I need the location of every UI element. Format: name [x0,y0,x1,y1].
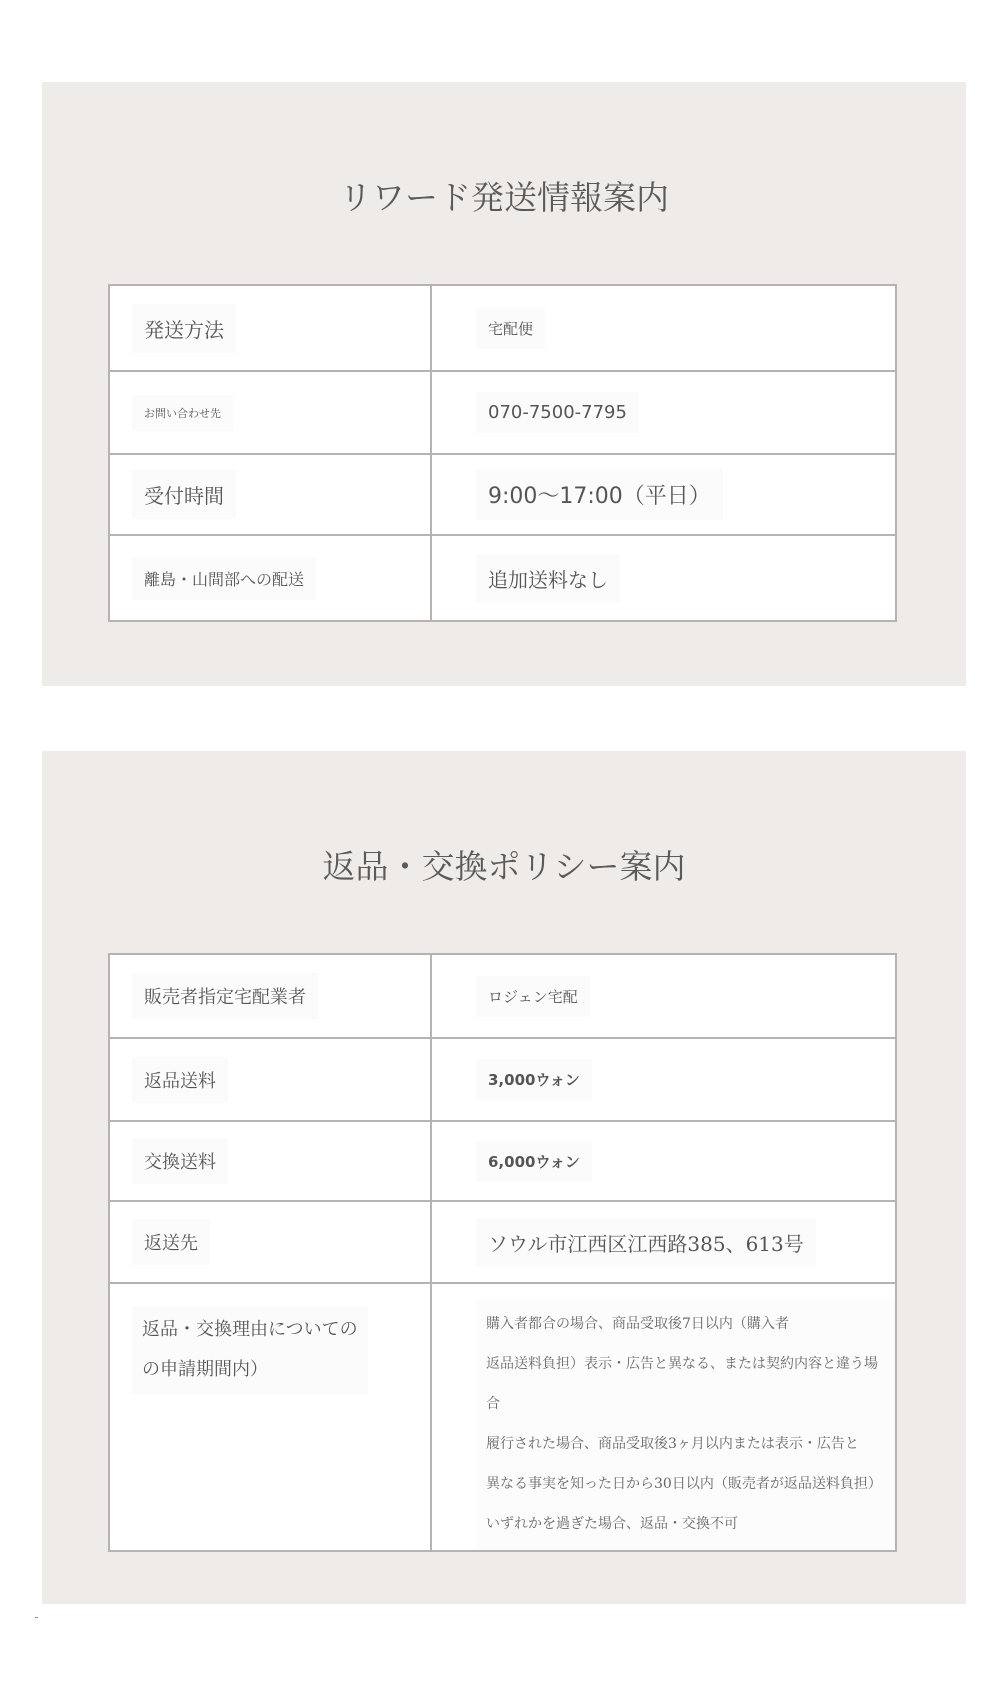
row-label-cell [109,1283,431,1551]
policy-line: 異なる事実を知った日から30日以内（販売者が返品送料負担） [486,1476,882,1492]
row-value-cell [431,1201,896,1283]
reception-hours-label: 受付時間 [132,470,236,519]
row-value-cell [431,1038,896,1121]
return-policy-text [476,1298,895,1550]
row-value-cell [431,1283,896,1551]
stray-mark [35,1617,38,1618]
courier-value: ロジェン宅配 [476,976,590,1017]
table-row [109,454,896,535]
row-label-cell [109,954,431,1038]
return-address-value: ソウル市江西区江西路385、613号 [476,1218,816,1267]
row-label-cell [109,1201,431,1283]
policy-line: いずれかを過ぎた場合、返品・交換不可 [486,1516,738,1532]
row-value-cell [431,535,896,621]
row-label-cell [109,454,431,535]
return-policy-title: 返品・交換ポリシー案内 [322,847,686,886]
table-row [109,1121,896,1201]
row-label-cell [109,371,431,454]
row-value-cell [431,954,896,1038]
row-value-cell [431,1121,896,1201]
return-policy-panel [42,751,966,1604]
shipping-method-label: 発送方法 [132,304,236,353]
courier-label: 販売者指定宅配業者 [132,973,318,1019]
reason-period-label [132,1306,368,1394]
return-fee-label: 返品送料 [132,1057,228,1103]
shipping-method-value: 宅配便 [476,308,545,349]
policy-line: 履行された場合、商品受取後3ヶ月以内または表示・広告と [486,1436,859,1452]
remote-delivery-label: 離島・山間部への配送 [132,557,316,600]
row-label-cell [109,1121,431,1201]
return-fee-value: 3,000ウォン [476,1059,592,1100]
table-row [109,285,896,371]
contact-phone-value: 070-7500-7795 [476,392,639,433]
row-value-cell [431,454,896,535]
return-address-label: 返送先 [132,1219,210,1265]
table-row [109,535,896,621]
row-value-cell [431,285,896,371]
return-policy-table [108,953,897,1552]
row-label-cell [109,1038,431,1121]
exchange-fee-value: 6,000ウォン [476,1141,592,1182]
shipping-info-title: リワード発送情報案内 [339,178,669,217]
table-row [109,1201,896,1283]
exchange-fee-label: 交換送料 [132,1138,228,1184]
reason-period-label-line: の申請期間内） [142,1359,268,1380]
reason-period-label-line: 返品・交換理由についての [142,1319,358,1340]
contact-label: お問い合わせ先 [132,395,233,431]
remote-delivery-value: 追加送料なし [476,554,620,603]
reception-hours-value: 9:00〜17:00（平日） [476,469,723,520]
policy-line: 購入者都合の場合、商品受取後7日以内（購入者 [486,1316,789,1332]
policy-line: 返品送料負担）表示・広告と異なる、または契約内容と違う場合 [486,1356,878,1412]
row-value-cell [431,371,896,454]
table-row [109,1038,896,1121]
shipping-info-panel [42,82,966,686]
shipping-info-table [108,284,897,622]
row-label-cell [109,285,431,371]
row-label-cell [109,535,431,621]
table-row [109,1283,896,1551]
table-row [109,371,896,454]
table-row [109,954,896,1038]
